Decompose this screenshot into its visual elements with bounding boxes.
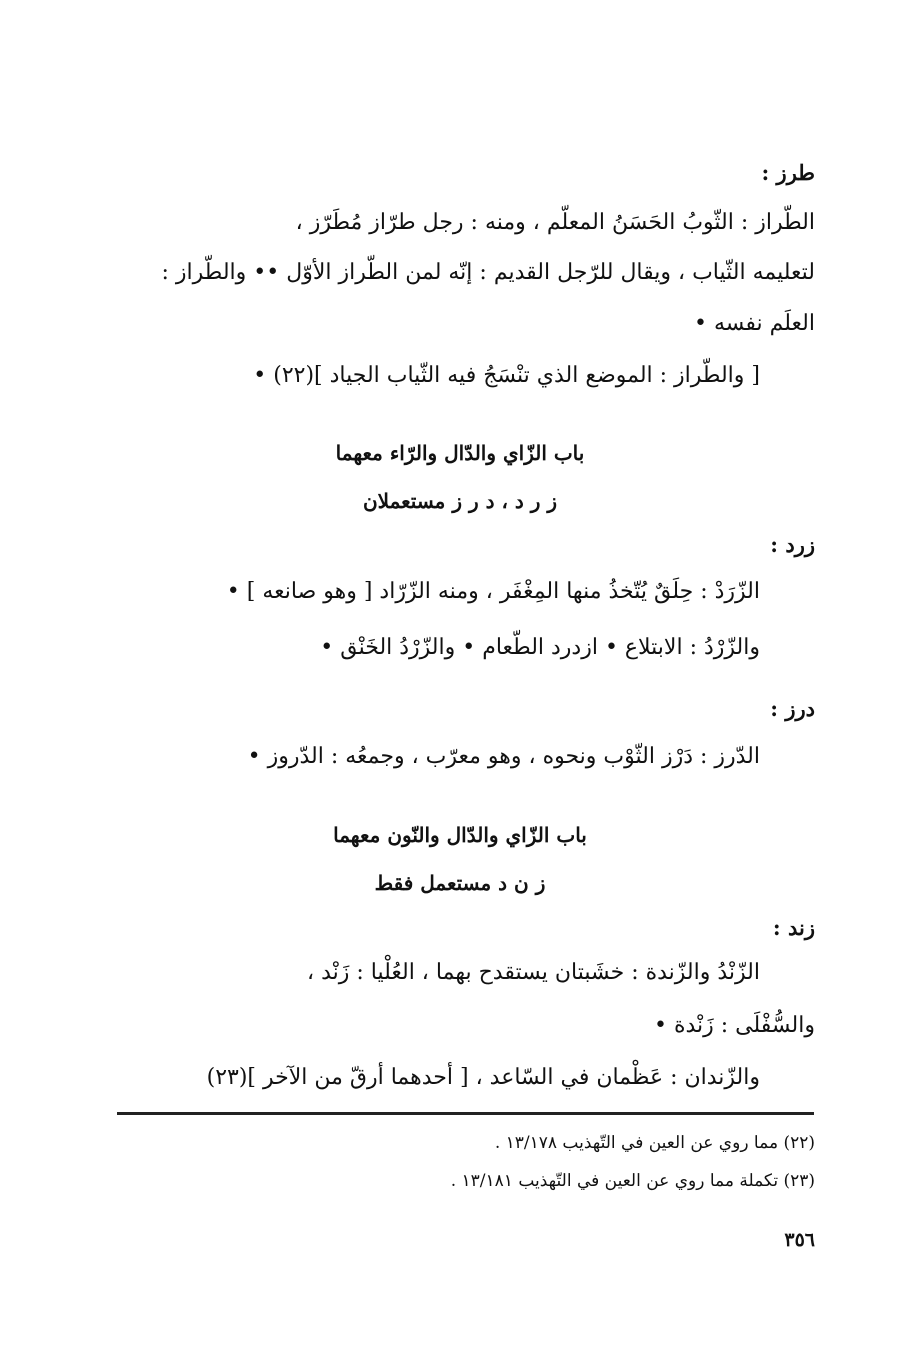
section-title: باب الزّاي والدّال والرّاء معهما [335, 441, 585, 465]
headword-zard: زرد : [770, 532, 815, 557]
footnote: (٢٣) تكملة مما روي عن العين في التّهذيب ١٣/١٨١ . [450, 1171, 815, 1191]
footnote-separator [117, 1112, 814, 1115]
headword-zand: زند : [772, 915, 815, 940]
entry-line: الزّنْدُ والزّندة : خشَبتان يستقدح بهما ، العُلْيا : زَنْد ، [306, 960, 760, 985]
entry-line: العلَم نفسه • [694, 311, 815, 336]
entry-line: الزّرَدْ : حِلَقٌ يُتّخذُ منها المِغْفَر ، ومنه الزّرّاد [ وهو صانعه ] • [226, 579, 760, 604]
entry-line: الدّرز : دَرْز الثّوْب ونحوه ، وهو معرّب ، وجمعُه : الدّروز • [247, 744, 760, 769]
entry-line: الطّراز : الثّوبُ الحَسَنُ المعلّم ، ومنه : رجل طرّاز مُطَرّز ، [295, 210, 815, 235]
entry-line: والزّرْدُ : الابتلاع • ازدرد الطّعام • والزّرْدُ الخَنْق • [320, 635, 760, 660]
section-subtitle: ز ر د ، د ر ز مستعملان [362, 489, 558, 513]
headword-tarz: طرز : [761, 160, 815, 185]
entry-line: والسُّفْلَى : زَنْدة • [653, 1013, 815, 1038]
section-subtitle: ز ن د مستعمل فقط [374, 871, 546, 895]
section-title: باب الزّاي والدّال والنّون معهما [333, 823, 587, 847]
headword-darz: درز : [770, 696, 815, 721]
page-number: ٣٥٦ [784, 1229, 815, 1251]
entry-line: لتعليمه الثّياب ، ويقال للرّجل القديم : إنّه لمن الطّراز الأوّل •• والطّراز : [161, 260, 815, 285]
footnote: (٢٢) مما روي عن العين في التّهذيب ١٣/١٧٨ . [494, 1133, 815, 1153]
entry-line: والزّندان : عَظْمان في السّاعد ، [ أحدهما أرقّ من الآخر ](٢٣) [206, 1065, 760, 1090]
entry-line: [ والطّراز : الموضع الذي تنْسَجُ فيه الثّياب الجياد ](٢٢) • [253, 363, 760, 388]
